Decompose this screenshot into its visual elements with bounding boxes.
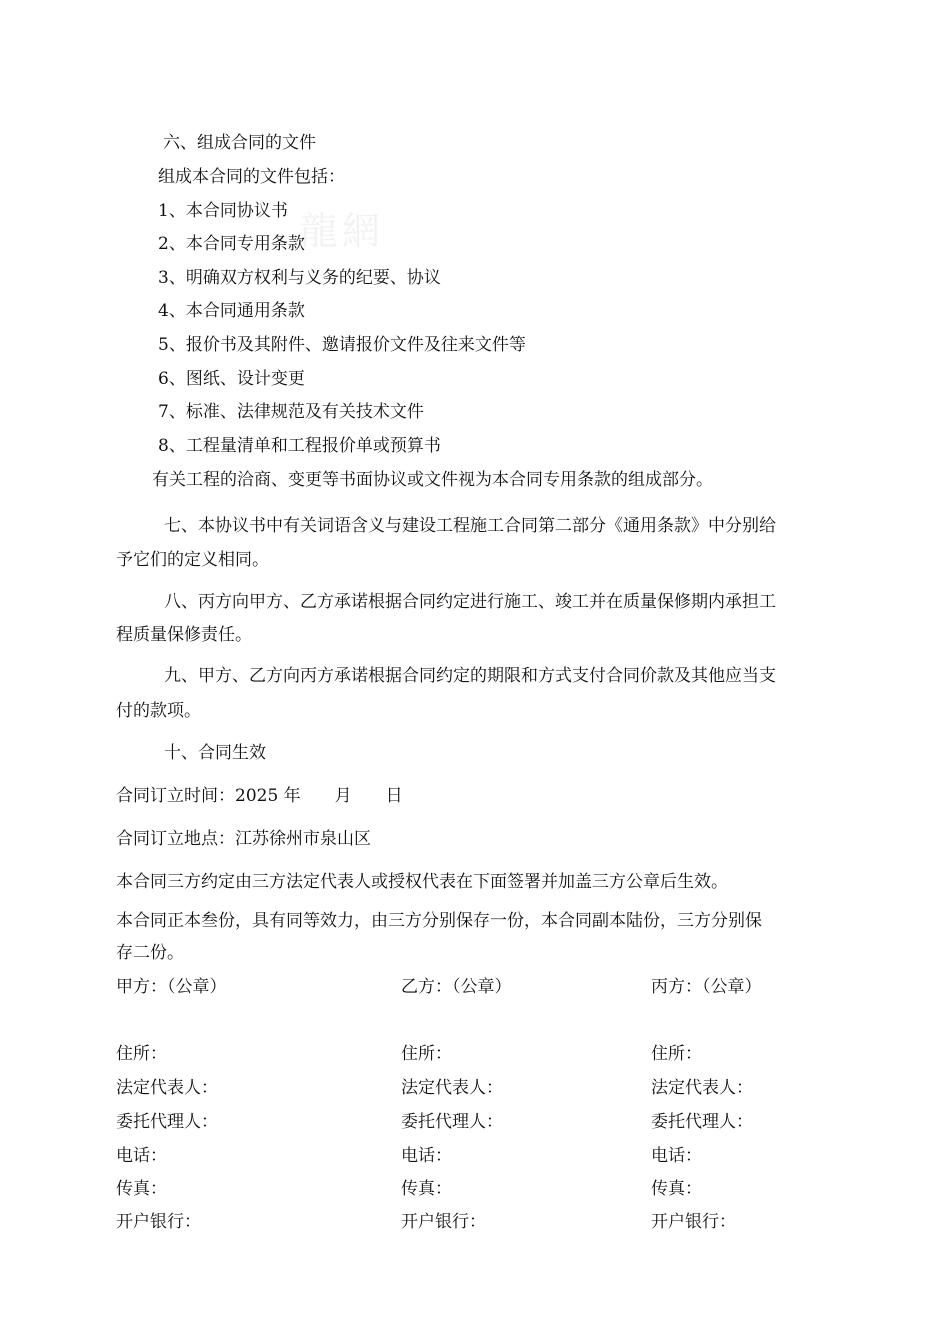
section7-line1: 七、本协议书中有关词语含义与建设工程施工合同第二部分《通用条款》中分别给 [164, 516, 776, 536]
party-title: 丙方：（公章） [651, 977, 762, 997]
watermark: 龍網 [300, 209, 385, 253]
party-legal-rep: 法定代表人： [116, 1078, 218, 1098]
party-fax: 传真： [401, 1179, 452, 1199]
document-list-item: 8、工程量清单和工程报价单或预算书 [158, 436, 441, 456]
party-agent: 委托代理人： [651, 1112, 753, 1132]
section7-line2: 予它们的定义相同。 [116, 550, 269, 570]
copies-clause-line2: 存二份。 [116, 943, 184, 963]
section6-note: 有关工程的洽商、变更等书面协议或文件视为本合同专用条款的组成部分。 [152, 470, 713, 490]
party-address: 住所： [116, 1044, 167, 1064]
section8-line1: 八、丙方向甲方、乙方承诺根据合同约定进行施工、竣工并在质量保修期内承担工 [164, 592, 776, 612]
sign-time: 合同订立时间：2025 年 月 日 [116, 786, 403, 806]
document-list-item: 7、标准、法律规范及有关技术文件 [158, 402, 424, 422]
party-phone: 电话： [401, 1146, 452, 1166]
party-title: 乙方：（公章） [401, 977, 512, 997]
party-phone: 电话： [116, 1146, 167, 1166]
party-title: 甲方：（公章） [116, 977, 227, 997]
party-legal-rep: 法定代表人： [401, 1078, 503, 1098]
party-bank: 开户银行： [401, 1212, 486, 1232]
section9-line1: 九、甲方、乙方向丙方承诺根据合同约定的期限和方式支付合同价款及其他应当支 [164, 666, 776, 686]
party-address: 住所： [651, 1044, 702, 1064]
section6-heading: 六、组成合同的文件 [163, 133, 316, 153]
document-list-item: 2、本合同专用条款 [158, 234, 305, 254]
party-phone: 电话： [651, 1146, 702, 1166]
party-fax: 传真： [116, 1179, 167, 1199]
section9-line2: 付的款项。 [116, 701, 201, 721]
document-list-item: 6、图纸、设计变更 [158, 369, 305, 389]
party-legal-rep: 法定代表人： [651, 1078, 753, 1098]
document-list-item: 5、报价书及其附件、邀请报价文件及往来文件等 [158, 335, 526, 355]
document-list-item: 1、本合同协议书 [158, 201, 288, 221]
document-list-item: 3、明确双方权利与义务的纪要、协议 [158, 268, 441, 288]
sign-place: 合同订立地点：江苏徐州市泉山区 [116, 829, 371, 849]
effect-clause: 本合同三方约定由三方法定代表人或授权代表在下面签署并加盖三方公章后生效。 [116, 872, 728, 892]
party-bank: 开户银行： [116, 1212, 201, 1232]
section10-heading: 十、合同生效 [164, 743, 266, 763]
party-fax: 传真： [651, 1179, 702, 1199]
copies-clause-line1: 本合同正本叁份，具有同等效力，由三方分别保存一份，本合同副本陆份，三方分别保 [116, 911, 762, 931]
party-agent: 委托代理人： [401, 1112, 503, 1132]
party-agent: 委托代理人： [116, 1112, 218, 1132]
section6-intro: 组成本合同的文件包括： [158, 167, 345, 187]
party-bank: 开户银行： [651, 1212, 736, 1232]
party-address: 住所： [401, 1044, 452, 1064]
section8-line2: 程质量保修责任。 [116, 625, 252, 645]
document-list-item: 4、本合同通用条款 [158, 301, 305, 321]
